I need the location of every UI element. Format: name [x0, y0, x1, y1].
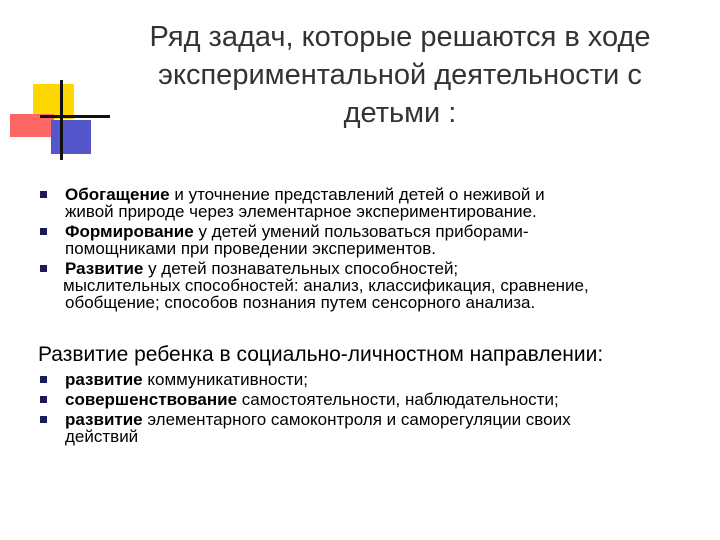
item-bold: развитие [65, 410, 143, 429]
square-bullet-icon [40, 376, 47, 383]
list-item [40, 186, 705, 220]
item-line-1 [65, 260, 705, 277]
development-list [40, 371, 705, 448]
title-line-1: Ряд задач, которые решаются в ходе [149, 21, 651, 53]
item-text: самостоятельности, наблюдательности; [237, 390, 559, 409]
item-text: у детей познавательных способностей; [143, 259, 459, 278]
item-line-1 [65, 411, 705, 428]
item-line-1 [65, 371, 705, 388]
item-text: элементарного самоконтроля и саморегуляции своих [142, 410, 571, 429]
item-text: и уточнение представлений детей о неживой и [169, 185, 545, 204]
logo-blue-square [51, 120, 91, 154]
list-item [40, 223, 705, 257]
title-line-2: экспериментальной деятельности с [158, 59, 642, 91]
logo-horizontal-line [40, 115, 110, 118]
logo-vertical-line [60, 80, 63, 160]
item-text: коммуникативности; [142, 370, 308, 389]
item-text: у детей умений пользоваться приборами- [193, 222, 529, 241]
item-line-2: действий [65, 427, 139, 446]
list-item [40, 371, 705, 388]
item-bold: Обогащение [65, 185, 170, 204]
section-subheading: Развитие ребенка в социально-личностном направлении: [38, 343, 604, 366]
title-line-3: детьми : [343, 97, 457, 129]
item-line-2: живой природе через элементарное экспериментирование. [65, 202, 537, 221]
square-bullet-icon [40, 228, 47, 235]
list-item [40, 391, 705, 408]
item-line-2: помощниками при проведении экспериментов. [65, 239, 436, 258]
square-bullet-icon [40, 396, 47, 403]
item-bold: Формирование [65, 222, 194, 241]
list-item [40, 411, 705, 445]
item-line-1 [65, 223, 705, 240]
item-line-1 [65, 186, 705, 203]
slide-title [110, 18, 690, 132]
square-bullet-icon [40, 265, 47, 272]
item-line-1 [65, 391, 705, 408]
item-bold: совершенствование [65, 390, 238, 409]
tasks-list [40, 186, 705, 314]
item-line-2: мыслительных способностей: анализ, классификация, сравнение, [63, 276, 589, 295]
item-line-3: обобщение; способов познания путем сенсорного анализа. [65, 293, 536, 312]
item-bold: развитие [65, 370, 143, 389]
item-bold: Развитие [65, 259, 144, 278]
list-item [40, 260, 705, 311]
square-bullet-icon [40, 191, 47, 198]
square-bullet-icon [40, 416, 47, 423]
